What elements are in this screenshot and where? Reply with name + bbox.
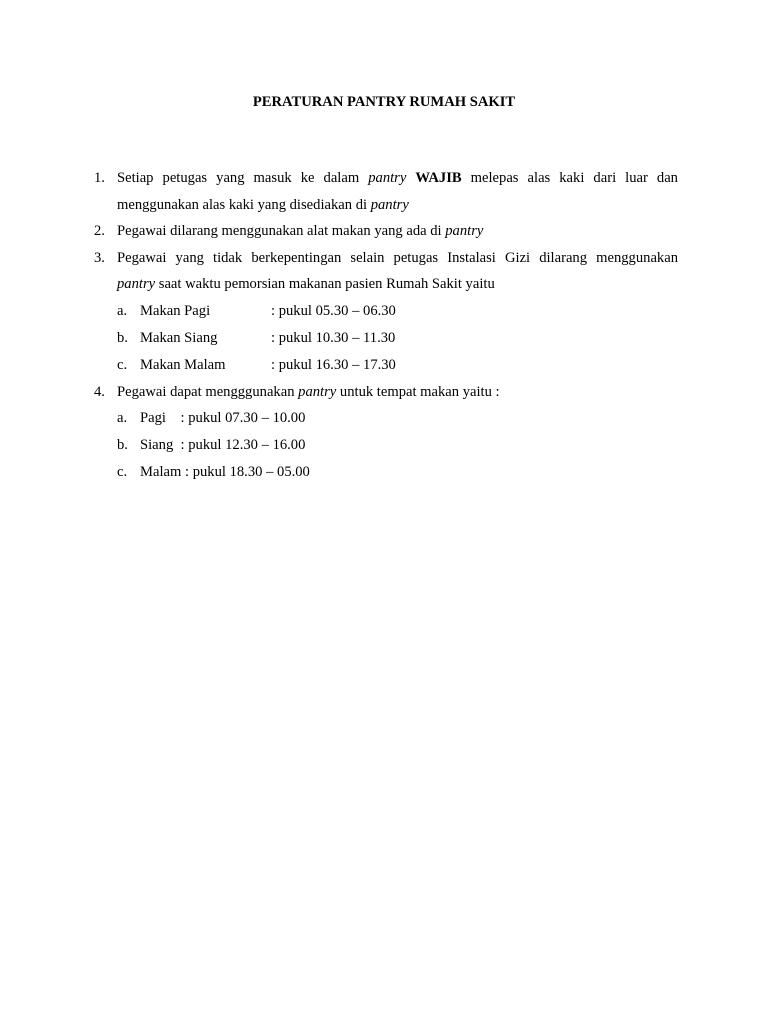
pantry-term: pantry: [370, 196, 409, 213]
wajib-emphasis: WAJIB: [415, 170, 462, 186]
schedule-item: a. Pagi : pukul 07.30 – 10.00: [117, 410, 306, 426]
rule-1-line-1: Setiap petugas yang masuk ke dalam pantry WAJIB melepas alas kaki dari luar dan: [117, 170, 678, 186]
pantry-term: pantry: [368, 170, 407, 186]
schedule-time: : pukul 18.30 – 05.00: [185, 464, 310, 480]
rule-2-line-1: Pegawai dilarang menggunakan alat makan yang ada di pantry: [117, 223, 484, 239]
schedule-label: Malam: [140, 464, 182, 480]
schedule-label: Pagi: [140, 410, 166, 426]
schedule-item: b. Siang : pukul 12.30 – 16.00: [117, 437, 306, 453]
schedule-time: : pukul 12.30 – 16.00: [180, 437, 306, 453]
rule-3-line-1: Pegawai yang tidak berkepentingan selain petugas Instalasi Gizi dilarang menggunakan: [117, 249, 678, 266]
schedule-item: a. Makan Pagi : pukul 05.30 – 06.30: [117, 298, 678, 325]
rule-item-1: [94, 165, 678, 218]
schedule-label: Makan Siang: [140, 329, 218, 346]
schedule-label: Makan Malam: [140, 356, 226, 373]
rule-item-2: [94, 218, 678, 245]
rule-1-line-2: menggunakan alas kaki yang disediakan di pantry: [117, 196, 409, 213]
schedule-item: c. Makan Malam : pukul 16.30 – 17.30: [117, 352, 678, 379]
schedule-time: : pukul 07.30 – 10.00: [180, 410, 306, 426]
rule-4-line-1: Pegawai dapat mengggunakan pantry untuk tempat makan yaitu :: [117, 383, 500, 400]
schedule-item: b. Makan Siang : pukul 10.30 – 11.30: [117, 325, 678, 352]
pantry-term: pantry: [298, 383, 337, 400]
schedule-time: : pukul 05.30 – 06.30: [271, 302, 396, 319]
rule-number: 3.: [94, 249, 105, 266]
rule-item-4: [94, 379, 678, 487]
schedule-label: Siang: [140, 437, 174, 453]
rules-list: [94, 165, 678, 486]
rule-number: 1.: [94, 170, 105, 186]
pantry-term: pantry: [117, 276, 156, 292]
rule-3-line-2: pantry saat waktu pemorsian makanan pasien Rumah Sakit yaitu: [117, 276, 495, 292]
rule-number: 2.: [94, 223, 105, 239]
rule-number: 4.: [94, 383, 105, 400]
schedule-item: c. Malam : pukul 18.30 – 05.00: [117, 464, 310, 480]
schedule-label: Makan Pagi: [140, 302, 211, 319]
pantry-term: pantry: [445, 223, 484, 239]
rule-item-3: [94, 245, 678, 379]
schedule-time: : pukul 10.30 – 11.30: [271, 329, 396, 346]
schedule-time: : pukul 16.30 – 17.30: [271, 356, 396, 373]
page-title: PERATURAN PANTRY RUMAH SAKIT: [252, 94, 516, 110]
